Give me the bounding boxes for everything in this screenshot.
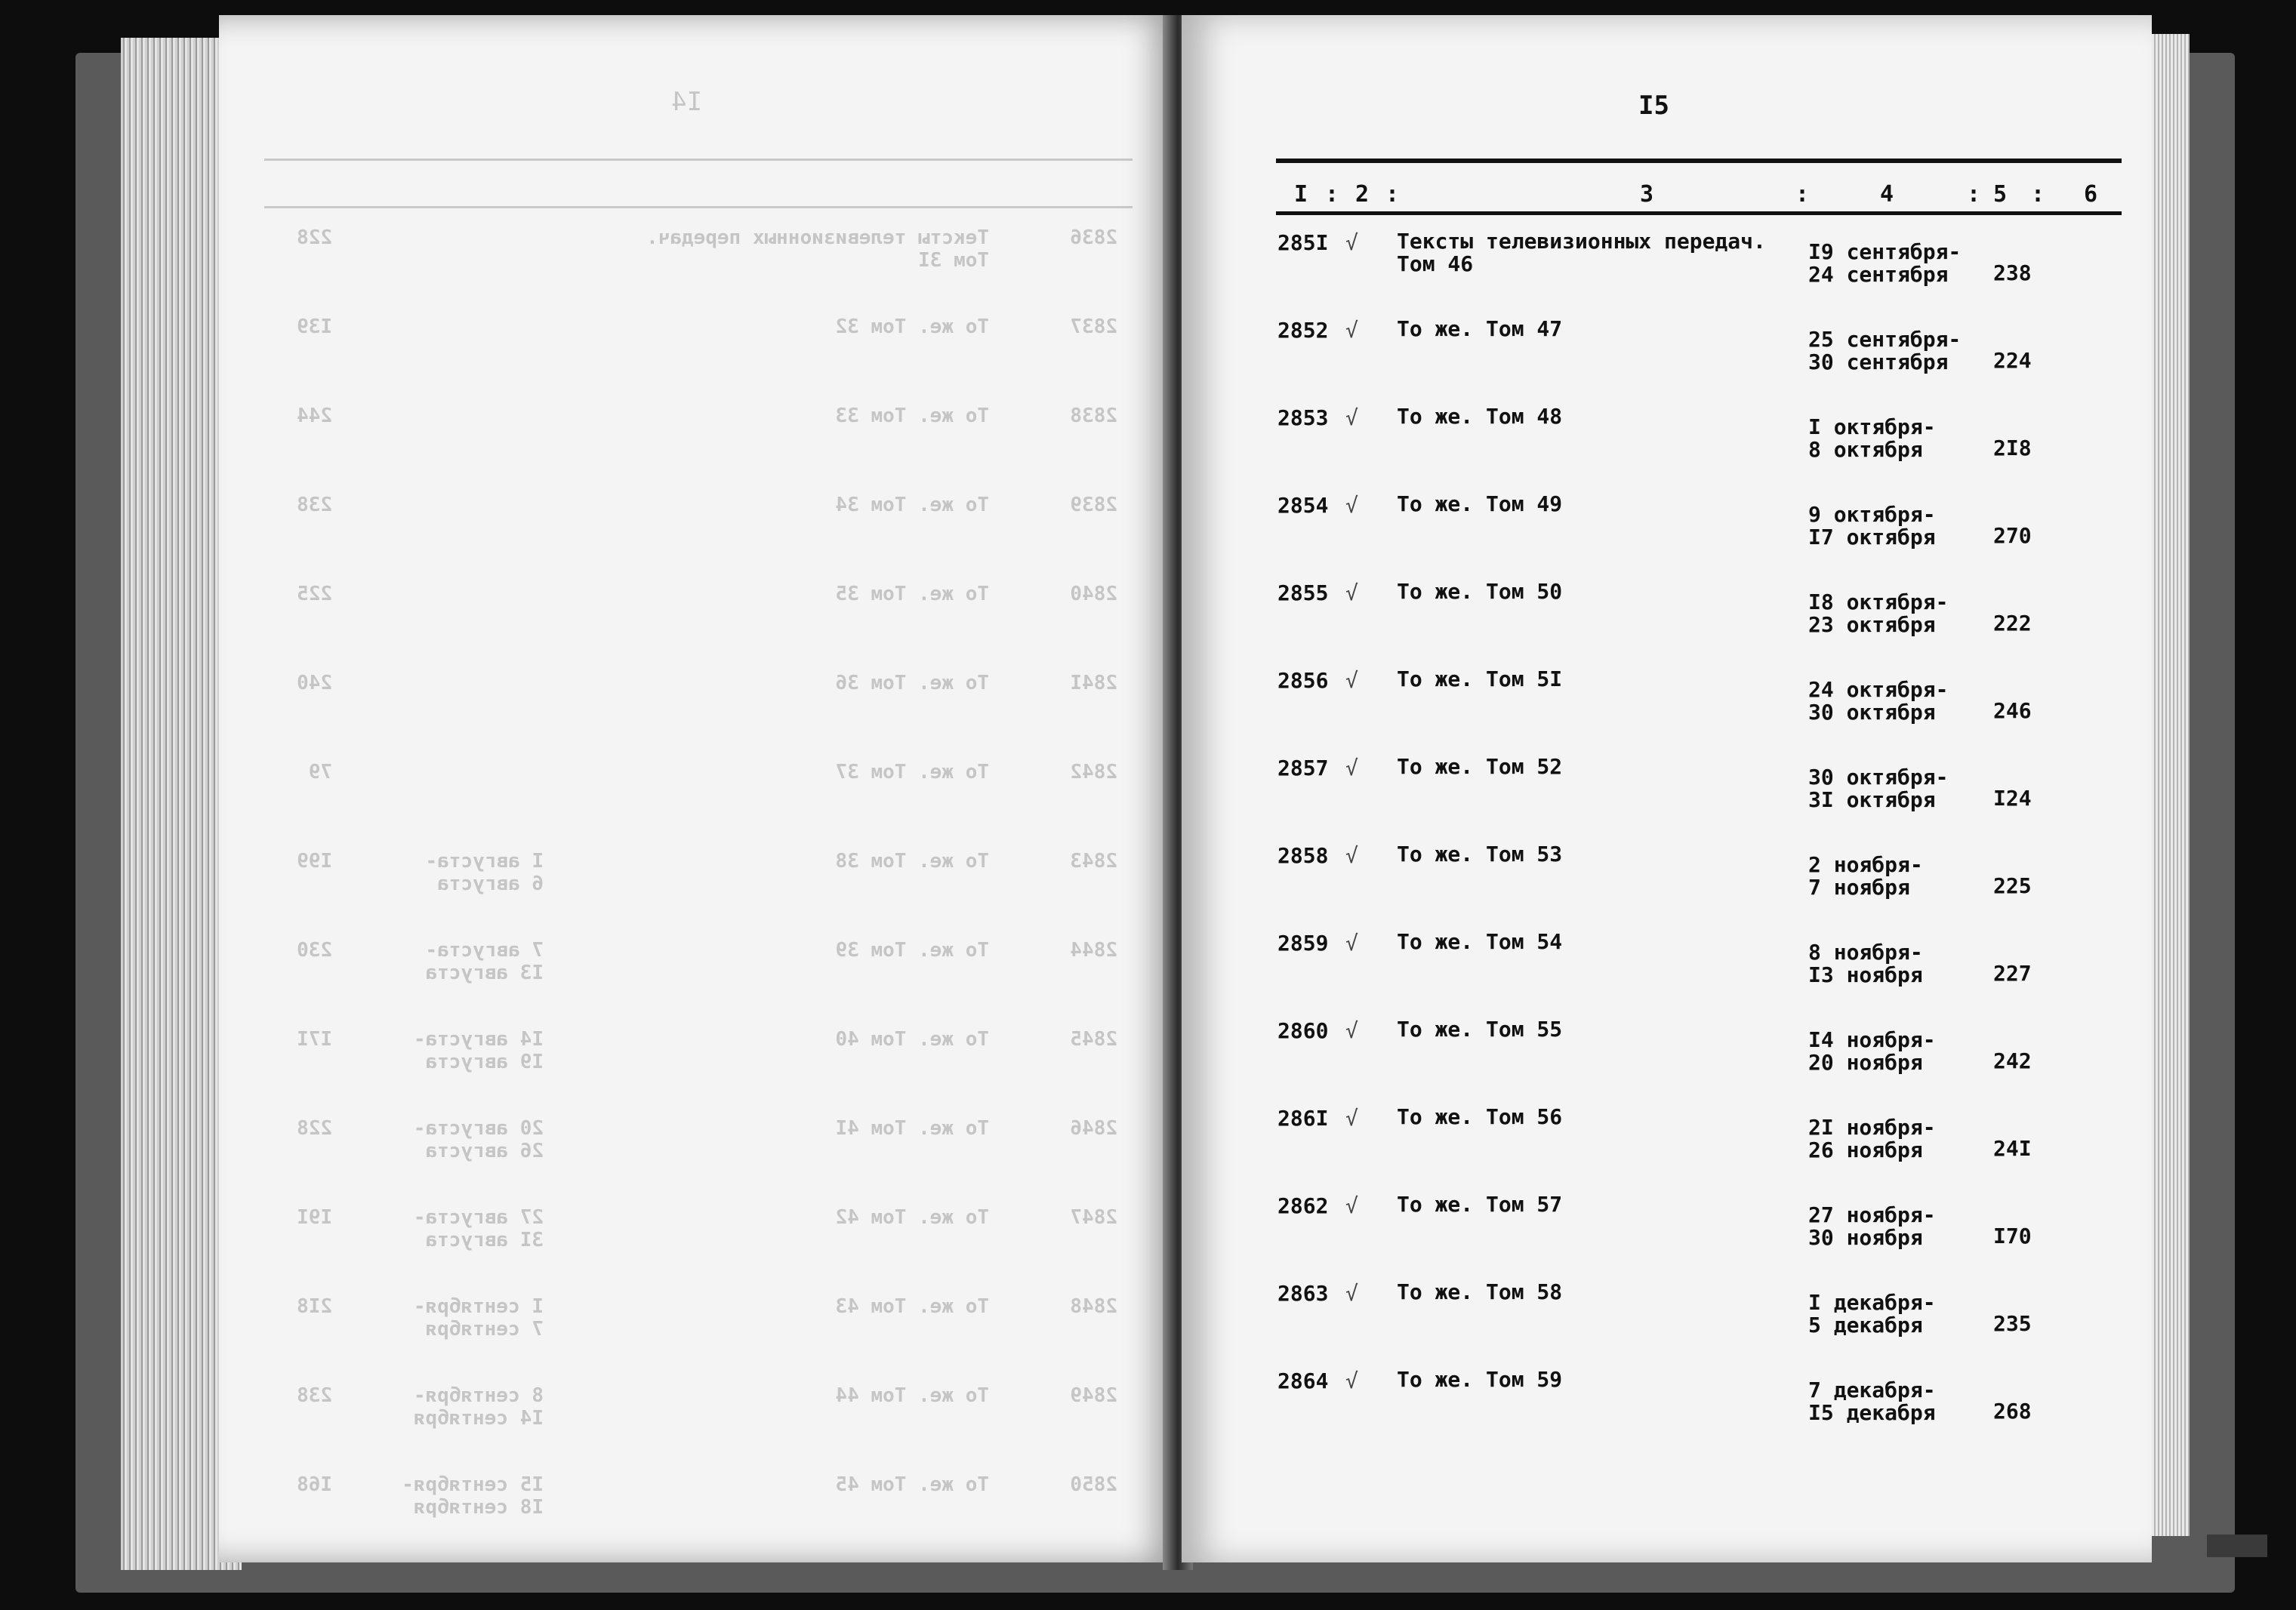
left-table-row — [279, 1384, 1117, 1430]
check-mark: √ — [1345, 1368, 1358, 1393]
item-title: То же. Том 59 — [1397, 1367, 1563, 1392]
table-row — [1276, 1368, 2122, 1451]
item-title: То же. Том 45 — [835, 1473, 989, 1496]
item-number: 2836 — [1070, 226, 1117, 249]
item-title: То же. Том 53 — [1397, 842, 1563, 867]
item-number: 2863 — [1277, 1281, 1329, 1306]
item-title: То же. Том 5I — [1397, 666, 1563, 691]
left-table-header — [264, 159, 1133, 208]
item-title: То же. Том 52 — [1397, 754, 1563, 779]
col-header-sep: : — [1967, 181, 1981, 208]
right-page-number: I5 — [1638, 91, 1669, 121]
date-from: 2 ноября- — [1808, 852, 1923, 877]
check-mark: √ — [1345, 756, 1358, 780]
sheet-count: 268 — [1993, 1399, 2032, 1424]
date-to: I3 ноября — [1808, 962, 1923, 987]
table-row — [1276, 318, 2122, 401]
sheet-count: I39 — [297, 316, 332, 338]
date-from: 25 сентября- — [1808, 327, 1962, 352]
header-rule-top — [1276, 159, 2122, 163]
check-mark: √ — [1345, 843, 1358, 868]
item-number: 284I — [1070, 672, 1117, 694]
item-title: То же. Том 44 — [835, 1384, 989, 1407]
date-to: 3I октября — [1808, 787, 1936, 812]
date-range: I4 августа- I9 августа — [413, 1028, 544, 1073]
date-to: I7 октября — [1808, 525, 1936, 549]
item-title: То же. Том 4I — [835, 1117, 989, 1140]
date-range: 7 августа- I3 августа — [425, 939, 544, 984]
table-row — [1276, 1106, 2122, 1189]
left-table-row — [279, 316, 1117, 361]
item-number: 2838 — [1070, 405, 1117, 427]
left-table-row — [279, 1295, 1117, 1341]
table-row — [1276, 405, 2122, 488]
item-title: То же. Том 38 — [835, 850, 989, 873]
check-mark: √ — [1345, 405, 1358, 430]
check-mark: √ — [1345, 580, 1358, 605]
sheet-count: 225 — [297, 583, 332, 605]
sheet-count: 228 — [297, 226, 332, 249]
sheet-count: 2I8 — [1993, 436, 2032, 460]
item-title: То же. Том 35 — [835, 583, 989, 605]
item-title: То же. Том 33 — [835, 405, 989, 427]
check-mark: √ — [1345, 1018, 1358, 1043]
check-mark: √ — [1345, 1193, 1358, 1218]
date-from: I октября- — [1808, 414, 1936, 439]
sheet-count: I68 — [297, 1473, 332, 1496]
sheet-count: 2I8 — [297, 1295, 332, 1318]
item-number: 2853 — [1277, 405, 1329, 430]
item-title: То же. Том 49 — [1397, 491, 1563, 516]
item-title: То же. Том 50 — [1397, 579, 1563, 604]
item-title: То же. Том 55 — [1397, 1017, 1563, 1042]
item-title: То же. Том 34 — [835, 494, 989, 516]
left-table-row — [279, 1028, 1117, 1073]
sheet-count: 242 — [1993, 1048, 2032, 1073]
col-header-sep: : — [2031, 181, 2045, 208]
item-number: 2856 — [1277, 668, 1329, 693]
sheet-count: 222 — [1993, 611, 2032, 636]
item-number: 2845 — [1070, 1028, 1117, 1051]
sheet-count: I24 — [1993, 786, 2032, 811]
sheet-count: 240 — [297, 672, 332, 694]
date-from: I декабря- — [1808, 1290, 1936, 1315]
item-title: То же. Том 42 — [835, 1206, 989, 1229]
item-number: 2859 — [1277, 931, 1329, 956]
date-from: 9 октября- — [1808, 502, 1936, 527]
col-header-1: I — [1294, 181, 1308, 208]
item-number: 2850 — [1070, 1473, 1117, 1496]
left-table-row — [279, 761, 1117, 806]
left-table-row — [279, 850, 1117, 895]
check-mark: √ — [1345, 1281, 1358, 1306]
col-header-3: 3 — [1640, 181, 1654, 208]
left-table-row — [279, 494, 1117, 539]
item-title: Тексты телевизионных передач. Том 46 — [1397, 229, 1766, 276]
date-from: 27 ноября- — [1808, 1202, 1936, 1227]
date-range: I5 сентября- I8 сентября — [402, 1473, 544, 1519]
left-page — [219, 15, 1178, 1562]
left-page-bleedthrough — [219, 15, 1178, 1562]
date-range: I сентября- 7 сентября — [413, 1295, 544, 1341]
check-mark: √ — [1345, 493, 1358, 518]
left-table-row — [279, 939, 1117, 984]
left-table-row — [279, 405, 1117, 450]
item-title: То же. Том 37 — [835, 761, 989, 783]
item-title: То же. Том 36 — [835, 672, 989, 694]
item-title: То же. Том 32 — [835, 316, 989, 338]
col-header-sep: : — [1325, 181, 1339, 208]
sheet-count: 238 — [297, 1384, 332, 1407]
item-title: Тексты телевизионных передач. Том 3I — [646, 226, 989, 272]
table-row — [1276, 230, 2122, 313]
item-number: 2848 — [1070, 1295, 1117, 1318]
date-to: 7 ноября — [1808, 875, 1910, 900]
table-row — [1276, 580, 2122, 663]
sheet-count: 228 — [297, 1117, 332, 1140]
sheet-count: 246 — [1993, 698, 2032, 723]
left-table-row — [279, 583, 1117, 628]
item-number: 2842 — [1070, 761, 1117, 783]
date-to: I5 декабря — [1808, 1400, 1936, 1425]
sheet-count: I7I — [297, 1028, 332, 1051]
date-from: I4 ноября- — [1808, 1027, 1936, 1052]
item-title: То же. Том 39 — [835, 939, 989, 962]
date-from: 2I ноября- — [1808, 1115, 1936, 1140]
check-mark: √ — [1345, 318, 1358, 343]
table-row — [1276, 668, 2122, 751]
col-header-4: 4 — [1880, 181, 1894, 208]
sheet-count: I9I — [297, 1206, 332, 1229]
item-number: 2837 — [1070, 316, 1117, 338]
date-from: I8 октября- — [1808, 590, 1949, 614]
date-range: I августа- 6 августа — [425, 850, 544, 895]
date-to: 30 октября — [1808, 700, 1936, 725]
left-table-row — [279, 226, 1117, 272]
check-mark: √ — [1345, 668, 1358, 693]
check-mark: √ — [1345, 1106, 1358, 1131]
sheet-count: I99 — [297, 850, 332, 873]
date-from: 7 декабря- — [1808, 1378, 1936, 1402]
col-header-2: 2 — [1355, 181, 1370, 208]
date-to: 30 ноября — [1808, 1225, 1923, 1250]
left-table-row — [279, 1117, 1117, 1162]
sheet-count: 235 — [1993, 1311, 2032, 1336]
left-table-row — [279, 1473, 1117, 1519]
item-number: 2840 — [1070, 583, 1117, 605]
item-number: 2852 — [1277, 318, 1329, 343]
sheet-count: I70 — [1993, 1224, 2032, 1248]
item-number: 2857 — [1277, 756, 1329, 780]
check-mark: √ — [1345, 931, 1358, 956]
date-range: 27 августа- 3I августа — [413, 1206, 544, 1251]
item-title: То же. Том 56 — [1397, 1104, 1563, 1129]
item-number: 285I — [1277, 230, 1329, 255]
date-from: 8 ноября- — [1808, 940, 1923, 965]
item-title: То же. Том 43 — [835, 1295, 989, 1318]
date-to: 8 октября — [1808, 437, 1923, 462]
check-mark: √ — [1345, 230, 1358, 255]
item-number: 2839 — [1070, 494, 1117, 516]
table-row — [1276, 843, 2122, 926]
sheet-count: 244 — [297, 405, 332, 427]
sheet-count: 230 — [297, 939, 332, 962]
item-number: 2858 — [1277, 843, 1329, 868]
sheet-count: 227 — [1993, 961, 2032, 986]
sheet-count: 224 — [1993, 348, 2032, 373]
item-title: То же. Том 47 — [1397, 316, 1563, 341]
item-title: То же. Том 58 — [1397, 1279, 1563, 1304]
sheet-count: 225 — [1993, 873, 2032, 898]
date-from: 30 октября- — [1808, 765, 1949, 790]
item-number: 2849 — [1070, 1384, 1117, 1407]
left-table-row — [279, 672, 1117, 717]
item-number: 2843 — [1070, 850, 1117, 873]
table-row — [1276, 756, 2122, 839]
cover-corner — [2207, 1535, 2267, 1557]
item-title: То же. Том 57 — [1397, 1192, 1563, 1217]
header-rule-bottom — [1276, 211, 2122, 215]
item-number: 2846 — [1070, 1117, 1117, 1140]
item-number: 2855 — [1277, 580, 1329, 605]
sheet-count: 79 — [308, 761, 332, 783]
date-range: 8 сентября- I4 сентября — [413, 1384, 544, 1430]
date-to: 24 сентября — [1808, 262, 1949, 287]
col-header-sep: : — [1385, 181, 1400, 208]
col-header-5: 5 — [1993, 181, 2008, 208]
date-range: 20 августа- 26 августа — [413, 1117, 544, 1162]
date-from: 24 октября- — [1808, 677, 1949, 702]
sheet-count: 270 — [1993, 523, 2032, 548]
table-row — [1276, 1193, 2122, 1276]
item-number: 2862 — [1277, 1193, 1329, 1218]
sheet-count: 24I — [1993, 1136, 2032, 1161]
date-to: 26 ноября — [1808, 1137, 1923, 1162]
item-number: 2847 — [1070, 1206, 1117, 1229]
date-to: 30 сентября — [1808, 349, 1949, 374]
table-row — [1276, 493, 2122, 576]
date-to: 23 октября — [1808, 612, 1936, 637]
date-to: 5 декабря — [1808, 1313, 1923, 1338]
table-row — [1276, 1281, 2122, 1364]
item-title: То же. Том 48 — [1397, 404, 1563, 429]
left-table-row — [279, 1206, 1117, 1251]
table-row — [1276, 931, 2122, 1014]
item-number: 2864 — [1277, 1368, 1329, 1393]
item-number: 2854 — [1277, 493, 1329, 518]
sheet-count: 238 — [297, 494, 332, 516]
col-header-6: 6 — [2084, 181, 2098, 208]
date-from: I9 сентября- — [1808, 239, 1962, 264]
item-number: 2844 — [1070, 939, 1117, 962]
col-header-sep: : — [1795, 181, 1810, 208]
table-row — [1276, 1018, 2122, 1101]
item-number: 286I — [1277, 1106, 1329, 1131]
date-to: 20 ноября — [1808, 1050, 1923, 1075]
sheet-count: 238 — [1993, 260, 2032, 285]
item-title: То же. Том 40 — [835, 1028, 989, 1051]
item-title: То же. Том 54 — [1397, 929, 1563, 954]
left-page-number: I4 — [671, 87, 702, 117]
item-number: 2860 — [1277, 1018, 1329, 1043]
